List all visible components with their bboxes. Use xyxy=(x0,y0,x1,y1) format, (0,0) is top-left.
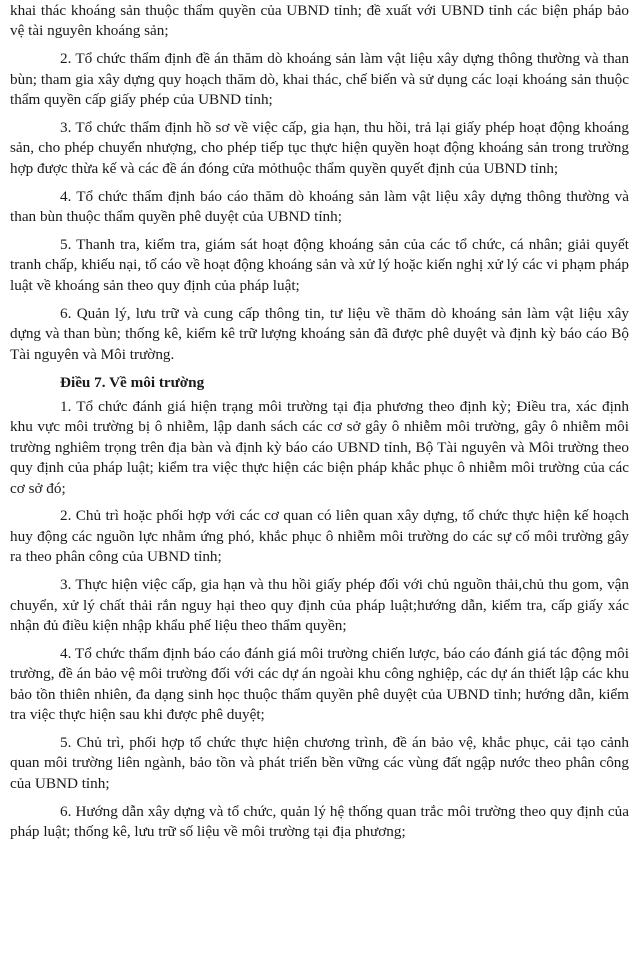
opening-paragraph: khai thác khoáng sản thuộc thẩm quyền của UBND tỉnh; đề xuất với UBND tỉnh các biện pháp bảo vệ tài nguyên khoáng sản; xyxy=(10,2,629,40)
environment-item-1: 1. Tổ chức đánh giá hiện trạng môi trường tại địa phương theo định kỳ; Điều tra, xác định khu vực môi trường bị ô nhiễm, lập danh sách các cơ sở gây ô nhiễm môi trường, gây ô nhiễm môi trường nghiêm trọng trên địa bàn và định kỳ báo cáo UBND tỉnh, Bộ Tài nguyên và Môi trường theo quy định của pháp luật; kiểm tra việc thực hiện các biện pháp khắc phục ô nhiễm môi trường của các cơ sở đó; xyxy=(10,397,629,497)
article-7-heading: Điều 7. Về môi trường xyxy=(60,373,205,391)
environment-item-2: 2. Chủ trì hoặc phối hợp với các cơ quan có liên quan xây dựng, tổ chức thực hiện kế hoạch huy động các nguồn lực nhằm ứng phó, khắc phục ô nhiễm môi trường do các sự cố môi trường gây ra theo phân công của UBND tỉnh; xyxy=(10,507,629,566)
minerals-item-2: 2. Tổ chức thẩm định đề án thăm dò khoáng sản làm vật liệu xây dựng thông thường và than bùn; tham gia xây dựng quy hoạch thăm dò, khai thác, chế biến và sử dụng các loại khoáng sản thuộc thẩm quyền cấp giấy phép của UBND tỉnh; xyxy=(10,50,629,109)
environment-item-3: 3. Thực hiện việc cấp, gia hạn và thu hồi giấy phép đối với chủ nguồn thải,chủ thu gom, vận chuyển, xử lý chất thải rắn nguy hại theo quy định của pháp luật;hướng dẫn, kiểm tra, cấp giấy xác nhận đủ điều kiện nhập khẩu phế liệu theo thẩm quyền; xyxy=(10,576,629,634)
minerals-item-5: 5. Thanh tra, kiểm tra, giám sát hoạt động khoáng sản của các tổ chức, cá nhân; giải quyết tranh chấp, khiếu nại, tố cáo về hoạt động khoáng sản và xử lý hoặc kiến nghị xử lý các vi phạm pháp luật về khoáng sản theo quy định của pháp luật; xyxy=(10,236,629,294)
minerals-item-6: 6. Quản lý, lưu trữ và cung cấp thông tin, tư liệu về thăm dò khoáng sản làm vật liệu xây dựng và than bùn; thống kê, kiểm kê trữ lượng khoáng sản đã được phê duyệt và định kỳ báo cáo Bộ Tài nguyên và Môi trường. xyxy=(10,304,629,363)
environment-item-5: 5. Chủ trì, phối hợp tổ chức thực hiện chương trình, đề án bảo vệ, khắc phục, cải tạo cảnh quan môi trường liên ngành, bảo tồn và phát triển bền vững các vùng đất ngập nước theo phân công của UBND tỉnh; xyxy=(10,734,629,792)
minerals-item-3: 3. Tổ chức thẩm định hồ sơ về việc cấp, gia hạn, thu hồi, trả lại giấy phép hoạt động khoáng sản, cho phép chuyển nhượng, cho phép tiếp tục thực hiện quyền hoạt động khoáng sản trong trường hợp được thừa kế và các đề án đóng cửa mỏthuộc thẩm quyền quyết định của UBND tỉnh; xyxy=(10,119,629,177)
minerals-item-4: 4. Tổ chức thẩm định báo cáo thăm dò khoáng sản làm vật liệu xây dựng thông thường và than bùn thuộc thẩm quyền phê duyệt của UBND tỉnh; xyxy=(10,187,629,226)
environment-item-4: 4. Tổ chức thẩm định báo cáo đánh giá môi trường chiến lược, báo cáo đánh giá tác động môi trường, đề án bảo vệ môi trường đối với các dự án ngoài khu công nghiệp, các dự án thiết lập các khu bảo tồn thiên nhiên, đa dạng sinh học thuộc thẩm quyền phê duyệt của UBND tỉnh; hướng dẫn, kiểm tra việc thực hiện sau khi được phê duyệt; xyxy=(10,644,629,724)
environment-item-6: 6. Hướng dẫn xây dựng và tổ chức, quản lý hệ thống quan trắc môi trường theo quy định của pháp luật; thống kê, lưu trữ số liệu về môi trường tại địa phương; xyxy=(10,802,629,841)
